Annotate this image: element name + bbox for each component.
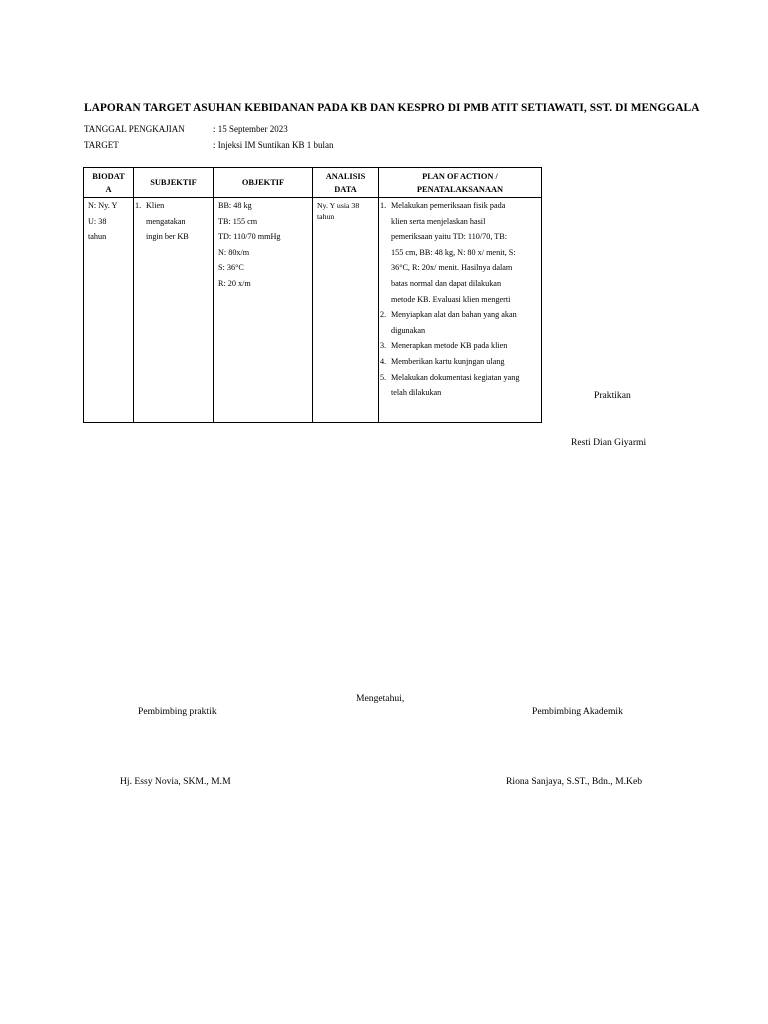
- plan-line: Melakukan pemeriksaan fisik pada: [391, 201, 506, 210]
- target-label: TARGET: [84, 140, 119, 150]
- plan-line: klien serta menjelaskan hasil: [391, 216, 486, 226]
- list-item: [134, 198, 213, 245]
- objektif-line: TD: 110/70 mmHg: [218, 232, 281, 242]
- header-objektif: OBJEKTIF: [214, 168, 313, 198]
- analisis-line: Ny. Y usia 38: [317, 201, 360, 210]
- objektif-line: N: 80x/m: [218, 247, 250, 257]
- header-plan: [379, 168, 542, 198]
- pembimbing-praktik-name: Hj. Essy Novia, SKM., M.M: [120, 776, 231, 787]
- plan-line: Memberikan kartu kunjngan ulang: [391, 356, 505, 366]
- subjektif-line: Klien: [146, 201, 165, 210]
- plan-line: 155 cm, BB: 48 kg, N: 80 x/ menit, S:: [391, 247, 516, 257]
- header-biodata-line1: BIODAT: [92, 171, 125, 181]
- table-row: [84, 198, 542, 423]
- plan-line: batas normal dan dapat dilakukan: [391, 278, 502, 288]
- target-value: : Injeksi IM Suntikan KB 1 bulan: [213, 140, 334, 150]
- header-plan-line1: PLAN OF ACTION /: [422, 171, 498, 181]
- plan-line: Menyiapkan alat dan bahan yang akan: [391, 310, 517, 320]
- biodata-line: U: 38: [88, 216, 107, 226]
- header-plan-line2: PENATALAKSANAAN: [416, 184, 504, 194]
- date-label: TANGGAL PENGKAJIAN: [84, 124, 185, 134]
- header-biodata-line2: A: [105, 184, 112, 194]
- header-subjektif: SUBJEKTIF: [134, 168, 214, 198]
- praktikan-label: Praktikan: [594, 390, 631, 401]
- pembimbing-praktik-label: Pembimbing praktik: [138, 706, 217, 717]
- document-title: LAPORAN TARGET ASUHAN KEBIDANAN PADA KB DAN KESPRO DI PMB ATIT SETIAWATI, SST. DI MENGGALA: [84, 102, 700, 114]
- list-number: 5.: [380, 372, 387, 382]
- plan-line: metode KB. Evaluasi klien mengerti: [391, 294, 511, 304]
- header-analisis-line1: ANALISIS: [325, 171, 366, 181]
- list-item: [379, 354, 541, 370]
- cell-plan: [379, 198, 542, 423]
- plan-line: digunakan: [391, 325, 426, 335]
- biodata-line: N: Ny. Y: [88, 201, 118, 210]
- header-biodata: [84, 168, 134, 198]
- cell-biodata: [84, 198, 134, 423]
- care-report-table: [83, 167, 542, 423]
- subjektif-list: [134, 198, 213, 245]
- pembimbing-akademik-label: Pembimbing Akademik: [532, 706, 623, 717]
- objektif-line: TB: 155 cm: [218, 216, 258, 226]
- date-value: : 15 September 2023: [213, 124, 288, 134]
- list-item: [379, 370, 541, 401]
- header-analisis-line2: DATA: [334, 184, 357, 194]
- plan-line: telah dilakukan: [391, 388, 442, 398]
- plan-list: [379, 198, 541, 401]
- table-header-row: [84, 168, 542, 198]
- objektif-line: S: 36°C: [218, 263, 244, 273]
- objektif-line: R: 20 x/m: [218, 278, 251, 288]
- subjektif-line: ingin ber KB: [146, 232, 189, 242]
- plan-line: 36°C, R: 20x/ menit. Hasilnya dalam: [391, 263, 513, 273]
- list-item: [379, 307, 541, 338]
- list-number: 2.: [380, 310, 387, 320]
- plan-line: pemeriksaan yaitu TD: 110/70, TB:: [391, 232, 508, 242]
- list-number: 3.: [380, 341, 387, 351]
- cell-analisis: [313, 198, 379, 423]
- objektif-line: BB: 48 kg: [218, 201, 252, 210]
- praktikan-name: Resti Dian Giyarmi: [571, 437, 647, 448]
- cell-objektif: [214, 198, 313, 423]
- list-number: 1.: [380, 201, 387, 210]
- cell-subjektif: [134, 198, 214, 423]
- list-item: [379, 198, 541, 307]
- list-item: [379, 338, 541, 354]
- pembimbing-akademik-name: Riona Sanjaya, S.ST., Bdn., M.Keb: [506, 776, 642, 787]
- mengetahui-label: Mengetahui,: [356, 693, 405, 704]
- plan-line: Melakukan dokumentasi kegiatan yang: [391, 372, 520, 382]
- plan-line: Menerapkan metode KB pada klien: [391, 341, 508, 351]
- analisis-line: tahun: [317, 212, 335, 221]
- list-number: 1.: [135, 201, 142, 210]
- subjektif-line: mengatakan: [146, 216, 186, 226]
- biodata-line: tahun: [88, 232, 107, 242]
- list-number: 4.: [380, 356, 387, 366]
- header-analisis: [313, 168, 379, 198]
